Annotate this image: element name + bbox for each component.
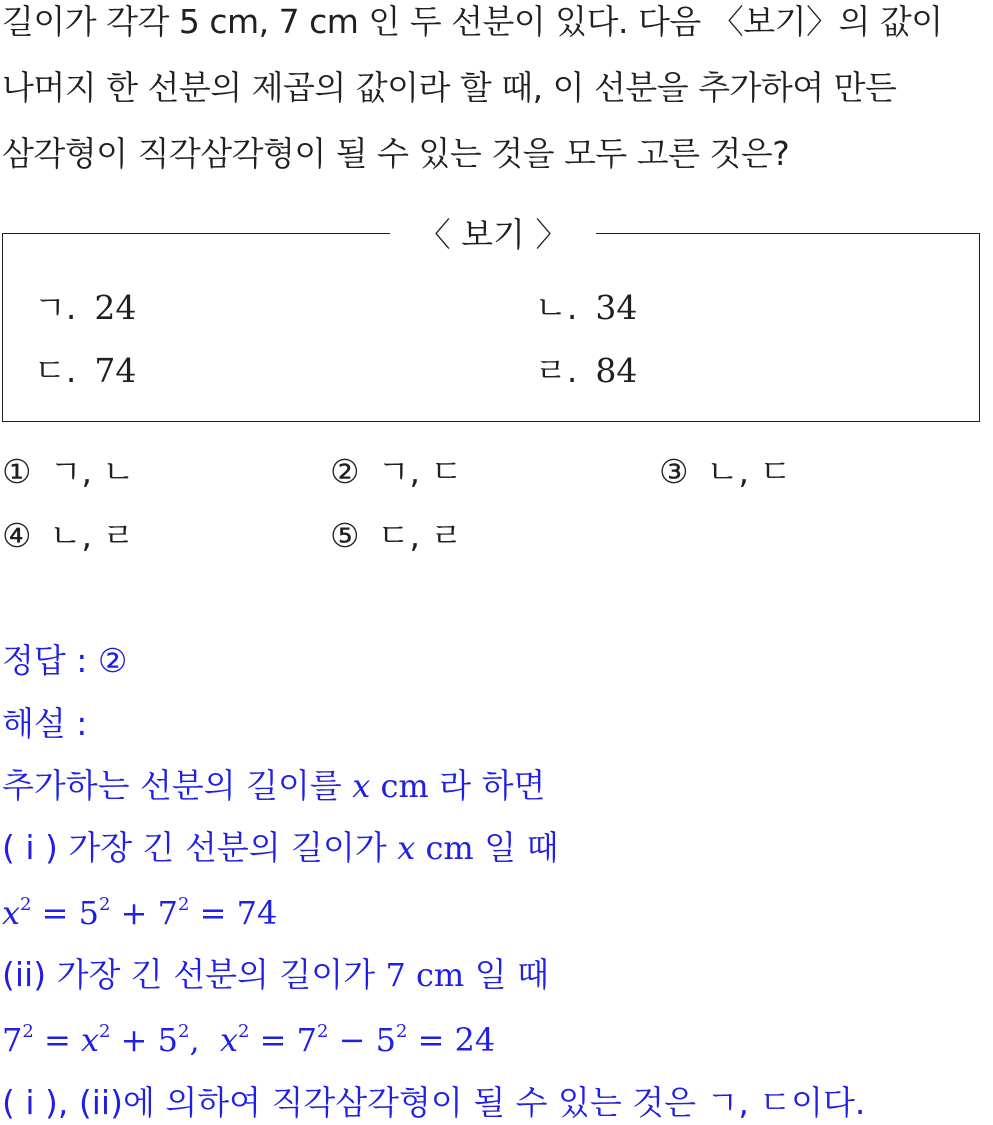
bogi-item-value: 24: [94, 288, 137, 327]
case-2-heading: [2, 953, 549, 997]
choice-number: ①: [2, 452, 32, 491]
bogi-title: 〈 보기 〉: [390, 213, 596, 257]
question-line-3: 삼각형이 직각삼각형이 될 수 있는 것을 모두 고른 것은?: [2, 134, 790, 173]
explanation-label: 해설 :: [2, 704, 88, 743]
text: 추가하는 선분의 길이를: [2, 766, 342, 805]
question-line-1: 길이가 각각 5 cm, 7 cm 인 두 선분이 있다. 다음 〈보기〉의 값이: [2, 2, 943, 41]
conclusion: ( i ), (ii)에 의하여 직각삼각형이 될 수 있는 것은 ㄱ, ㄷ이다.: [2, 1083, 866, 1122]
explanation-line-1: [2, 764, 545, 808]
bogi-item-4: [535, 349, 637, 393]
equation-1: $x^2 = 5^2 + 7^2 = 74$: [2, 894, 278, 932]
text: 가장 긴 선분의 길이가: [68, 828, 387, 867]
bogi-item-label: ㄴ.: [535, 288, 578, 327]
text: 일 때: [484, 828, 559, 867]
text: 라 하면: [439, 766, 546, 805]
bogi-item-label: ㄱ.: [34, 288, 77, 327]
choice-number: ②: [330, 452, 360, 491]
question-line-2: 나머지 한 선분의 제곱의 값이라 할 때, 이 선분을 추가하여 만든: [2, 68, 897, 107]
choice-text: ㄴ, ㄹ: [49, 516, 135, 555]
bogi-item-2: [535, 286, 637, 330]
bogi-item-1: [34, 286, 136, 330]
choice-number: ④: [2, 516, 32, 555]
bogi-item-value: 84: [595, 351, 638, 390]
text: 일 때: [474, 955, 550, 994]
bogi-item-value: 74: [94, 351, 137, 390]
bogi-item-label: ㄹ.: [535, 351, 578, 390]
choice-text: ㄱ, ㄴ: [49, 452, 135, 491]
bogi-item-3: [34, 349, 136, 393]
choice-text: ㄷ, ㄹ: [377, 516, 463, 555]
equation-2: $7^2 = x^2 + 5^2$, $x^2 = 7^2 - 5^2 = 24$: [2, 1021, 496, 1059]
choice-1[interactable]: [2, 450, 134, 494]
choice-number: ③: [659, 452, 689, 491]
choice-text: ㄱ, ㄷ: [377, 452, 463, 491]
math-length: 7 cm: [385, 956, 465, 994]
choice-number: ⑤: [330, 516, 360, 555]
math-var: x cm: [352, 767, 429, 805]
case-label: ( i ): [2, 828, 58, 867]
math-var: x cm: [397, 829, 474, 867]
bogi-box: [2, 233, 980, 422]
bogi-item-label: ㄷ.: [34, 351, 77, 390]
choice-text: ㄴ, ㄷ: [706, 452, 792, 491]
answer-line: 정답 : ②: [2, 641, 128, 680]
choice-5[interactable]: [330, 514, 462, 558]
bogi-item-value: 34: [595, 288, 638, 327]
text: 가장 긴 선분의 길이가: [56, 955, 375, 994]
choice-4[interactable]: [2, 514, 134, 558]
case-1-heading: [2, 826, 559, 870]
choice-2[interactable]: [330, 450, 462, 494]
case-label: (ii): [2, 955, 47, 994]
choice-3[interactable]: [659, 450, 791, 494]
